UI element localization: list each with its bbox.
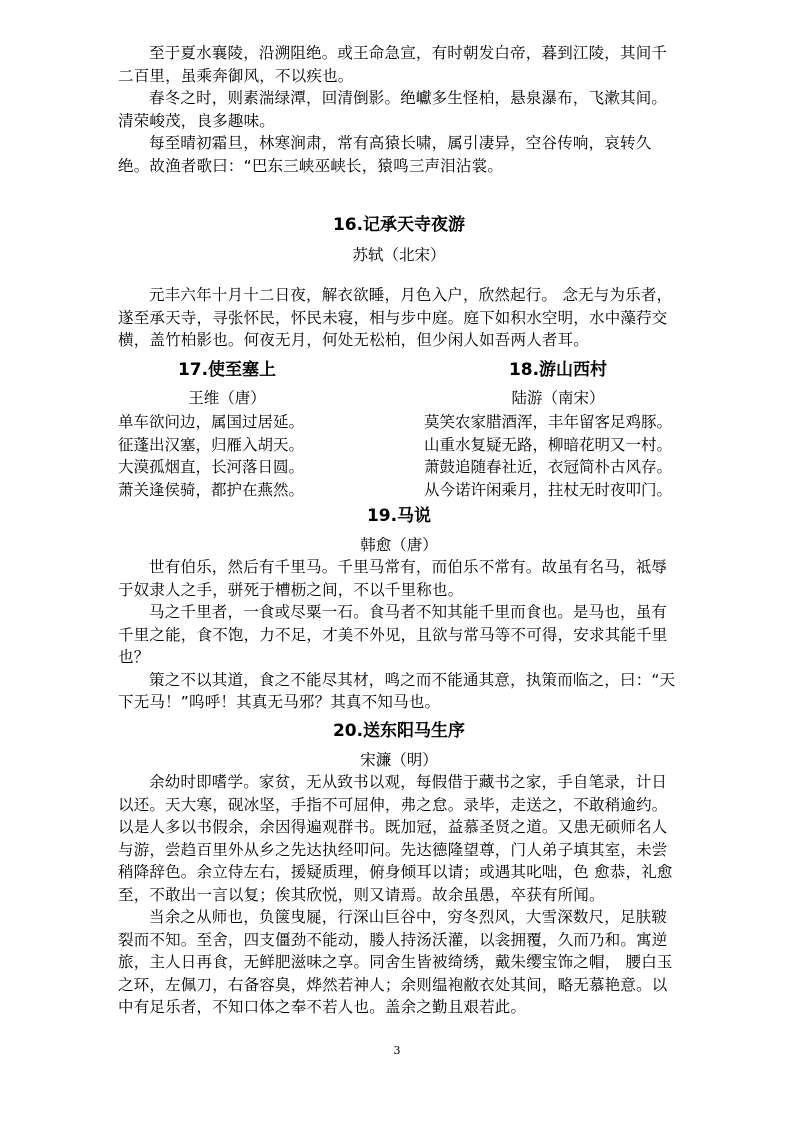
section-author: 陆游（南宋） <box>511 389 605 407</box>
section-15-tail <box>118 42 680 177</box>
paragraph: 每至晴初霜旦，林寒涧肃，常有高猿长啸，属引凄异，空谷传响，哀转久绝。故渔者歌曰：“巴东三峡巫峡长，猿鸣三声泪沾裳。 <box>118 134 652 175</box>
poem-line: 萧关逢侯骑，都护在燕然。 <box>118 480 305 499</box>
section-16 <box>118 213 680 352</box>
section-20 <box>118 719 680 1019</box>
poem-line: 单车欲问边，属国过居延。 <box>118 413 305 431</box>
section-author: 宋濂（明） <box>360 751 438 769</box>
page-number: 3 <box>393 1044 401 1057</box>
section-title: 18.游山西村 <box>508 360 608 380</box>
paragraph: 世有伯乐，然后有千里马。千里马常有，而伯乐不常有。故虽有名马，祗辱于奴隶人之手，骈死于槽枥之间，不以千里称也。 <box>118 558 668 599</box>
section-title: 17.使至塞上 <box>177 360 277 380</box>
section-title: 19.马说 <box>366 506 432 526</box>
section-author: 苏轼（北宋） <box>352 246 446 264</box>
section-author: 韩愈（唐） <box>360 536 438 554</box>
poem-line: 大漠孤烟直，长河落日圆。 <box>118 458 305 476</box>
section-18 <box>422 358 694 501</box>
poem-line: 萧鼓追随春社近，衣冠简朴古风存。 <box>424 458 673 476</box>
section-19 <box>118 504 680 714</box>
section-author: 王维（唐） <box>188 389 266 407</box>
section-17 <box>96 358 358 501</box>
poem-line: 征蓬出汉塞，归雁入胡天。 <box>118 435 305 454</box>
paragraph: 当余之从师也，负箧曳屣，行深山巨谷中，穷冬烈风，大雪深数尺，足肤皲裂而不知。至舍，四支僵劲不能动，媵人持汤沃灌，以衾拥覆，久而乃和。寓逆旅，主人日再食，无鲜肥滋味之享。同舍生皆被绮绣，戴朱缨宝饰之帽， 腰白玉之环，左佩刀，右备容臭，烨然若神人；余则缊袍敝衣处其间，略无慕艳意。以中有足乐者，不知口体之奉不若人也。盖余之勤且艰若此。 <box>118 908 673 1016</box>
paragraph: 春冬之时，则素湍绿潭，回清倒影。绝巘多生怪柏，悬泉瀑布，飞漱其间。清荣峻茂，良多趣味。 <box>118 89 668 130</box>
section-title: 16.记承天寺夜游 <box>332 215 466 235</box>
paragraph: 余幼时即嗜学。家贫，无从致书以观，每假借于藏书之家，手自笔录，计日以还。天大寒，砚冰坚，手指不可屈伸，弗之怠。录毕，走送之，不敢稍逾约。以是人多以书假余，余因得遍观群书。既加冠，益慕圣贤之道。又患无硕师名人与游，尝趋百里外从乡之先达执经叩问。先达德隆望尊，门人弟子填其室，未尝稍降辞色。余立侍左右，援疑质理，俯身倾耳以请；或遇其叱咄，色 愈恭，礼愈至，不敢出一言以复；俟其欣悦，则又请焉。故余虽愚，卒获有所闻。 <box>118 773 673 904</box>
poem-line: 莫笑农家腊酒浑，丰年留客足鸡豚。 <box>424 413 673 431</box>
paragraph: 策之不以其道，食之不能尽其材，鸣之而不能通其意，执策而临之，曰：“天下无马！”呜呼！其真无马邪？其真不知马也。 <box>118 670 676 711</box>
poem-line: 山重水复疑无路，柳暗花明又一村。 <box>424 435 673 454</box>
paragraph: 至于夏水襄陵，沿溯阻绝。或王命急宣，有时朝发白帝，暮到江陵，其间千二百里，虽乘奔御风，不以疾也。 <box>118 44 668 85</box>
poem-line: 从今诺许闲乘月，拄杖无时夜叩门。 <box>424 480 673 499</box>
paragraph: 元丰六年十月十二日夜，解衣欲睡，月色入户，欣然起行。 念无与为乐者，遂至承天寺，寻张怀民，怀民未寝，相与步中庭。庭下如积水空明，水中藻荇交横，盖竹柏影也。何夜无月，何处无松柏，但少闲人如吾两人者耳。 <box>118 286 673 349</box>
paragraph: 马之千里者，一食或尽粟一石。食马者不知其能千里而食也。是马也，虽有千里之能，食不饱，力不足，才美不外见，且欲与常马等不可得，安求其能千里也？ <box>118 603 668 666</box>
section-title: 20.送东阳马生序 <box>332 721 466 741</box>
